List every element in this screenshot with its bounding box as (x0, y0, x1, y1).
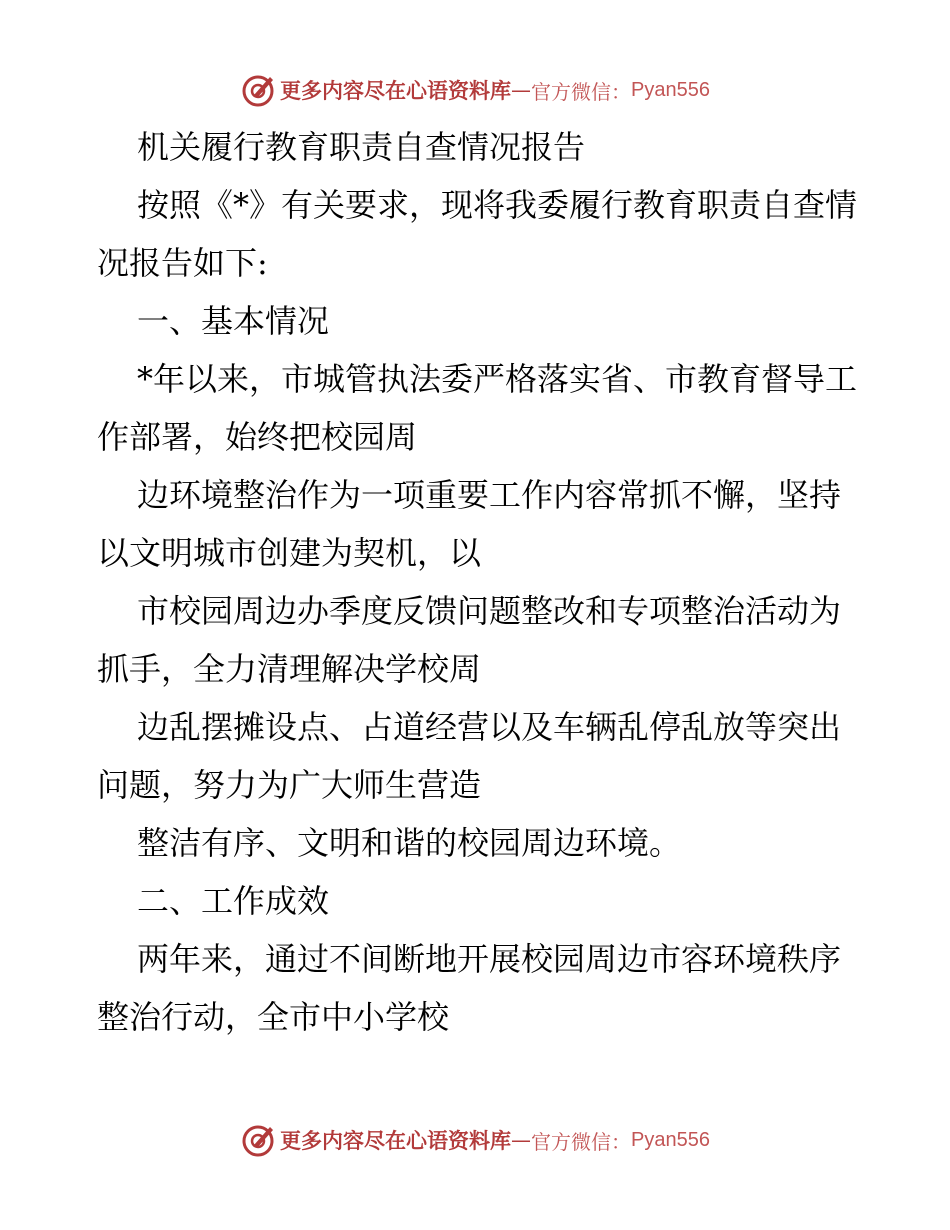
banner-wechat-id: Pyan556 (631, 78, 710, 101)
document-title: 机关履行教育职责自查情况报告 (137, 128, 586, 166)
banner-wechat-label: 官方微信： (531, 79, 632, 104)
paragraph-line: 两年来，通过不间断地开展校园周边市容环境秩序整治行动，全市中小学校 (97, 940, 842, 1036)
footer-banner (0, 1120, 950, 1160)
section-heading-basic: 一、基本情况 (137, 302, 330, 340)
section-heading-results: 二、工作成效 (137, 882, 330, 920)
paragraph-line: 边环境整治作为一项重要工作内容常抓不懈，坚持以文明城市创建为契机，以 (97, 476, 842, 572)
banner-text: 更多内容尽在心语资料库 (280, 78, 512, 103)
paragraph-line: *年以来，市城管执法委严格落实省、市教育督导工作部署，始终把校园周 (97, 360, 858, 456)
intro-paragraph: 按照《*》有关要求，现将我委履行教育职责自查情况报告如下: (97, 186, 858, 282)
paragraph-line: 边乱摆摊设点、占道经营以及车辆乱停乱放等突出问题，努力为广大师生营造 (97, 708, 842, 804)
pen-logo-icon (240, 72, 276, 108)
banner-separator: — (511, 78, 532, 102)
paragraph-line: 市校园周边办季度反馈问题整改和专项整治活动为抓手，全力清理解决学校周 (97, 592, 842, 688)
banner-wechat-id: Pyan556 (631, 1128, 710, 1151)
paragraph-line: 整洁有序、文明和谐的校园周边环境。 (137, 824, 682, 862)
banner-text: 更多内容尽在心语资料库 (280, 1128, 512, 1153)
banner-wechat-label: 官方微信： (531, 1129, 632, 1154)
pen-logo-icon (240, 1122, 276, 1158)
document-body (97, 118, 857, 1046)
header-banner (0, 70, 950, 110)
banner-separator: — (511, 1128, 532, 1152)
